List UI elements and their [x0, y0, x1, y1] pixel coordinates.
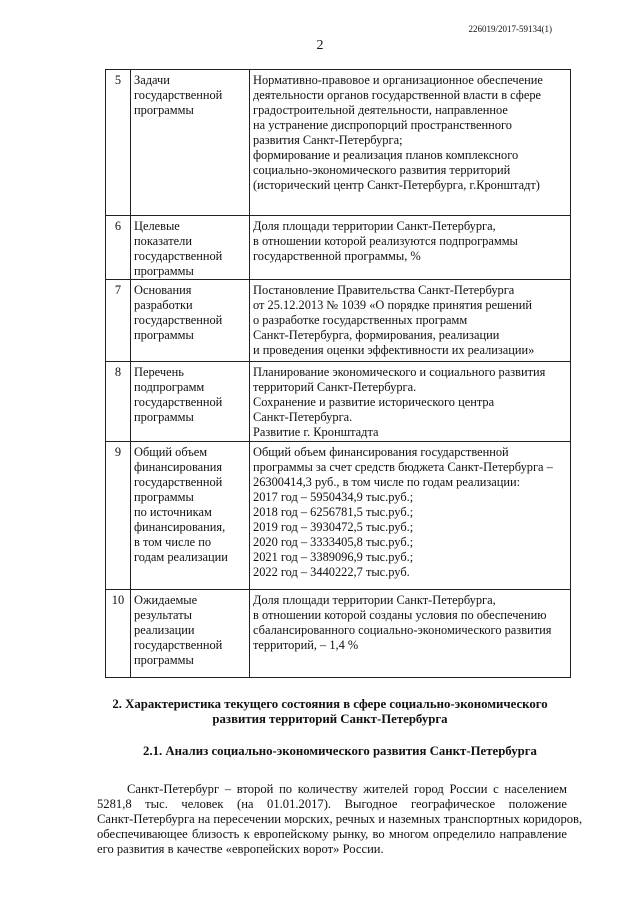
row-label-line: программы: [134, 410, 194, 424]
row-value-line: градостроительной деятельности, направленное: [253, 103, 508, 117]
table-row: [106, 362, 571, 442]
table-row: [106, 590, 571, 678]
row-value-line: в отношении которой созданы условия по обеспечению: [253, 608, 547, 622]
row-label-line: государственной: [134, 313, 223, 327]
row-label: [131, 280, 250, 362]
row-value-line: 2020 год – 3333405,8 тыс.руб.;: [253, 535, 414, 549]
paragraph-line: обеспечивающее близость к европейскому рынку, во многом определило направление: [97, 827, 567, 841]
row-value-line: 26300414,3 руб., в том числе по годам реализации:: [253, 475, 521, 489]
row-label-line: программы: [134, 653, 194, 667]
row-number: 6: [106, 216, 131, 280]
row-value-line: 2022 год – 3440222,7 тыс.руб.: [253, 565, 410, 579]
row-label: [131, 216, 250, 280]
row-label-line: реализации: [134, 623, 195, 637]
row-label: [131, 362, 250, 442]
row-label-line: Задачи: [134, 73, 170, 87]
row-value-line: 2017 год – 5950434,9 тыс.руб.;: [253, 490, 414, 504]
row-value-line: Общий объем финансирования государственной: [253, 445, 509, 459]
row-label-line: Ожидаемые: [134, 593, 198, 607]
row-label: [131, 590, 250, 678]
row-value-line: формирование и реализация планов комплексного: [253, 148, 519, 162]
section-title-line: развития территорий Санкт-Петербурга: [212, 712, 448, 726]
section-title: [90, 697, 570, 727]
row-label-line: государственной: [134, 395, 223, 409]
row-value-line: Санкт-Петербурга, формирования, реализации: [253, 328, 500, 342]
row-label-line: разработки: [134, 298, 193, 312]
table-row: [106, 70, 571, 216]
row-value-line: Сохранение и развитие исторического центра: [253, 395, 495, 409]
row-value-line: от 25.12.2013 № 1039 «О порядке принятия решений: [253, 298, 533, 312]
row-label-line: годам реализации: [134, 550, 228, 564]
paragraph-line: его развития в качестве «европейских ворот» России.: [97, 842, 384, 856]
row-value-line: сбалансированного социально-экономического развития: [253, 623, 552, 637]
row-value-line: на устранение диспропорций пространственного: [253, 118, 512, 132]
row-value-line: программы за счет средств бюджета Санкт-Петербурга –: [253, 460, 553, 474]
row-value-line: и проведения оценки эффективности их реализации»: [253, 343, 535, 357]
document-id: 226019/2017-59134(1): [468, 24, 552, 34]
row-value: [250, 280, 571, 362]
row-number: 9: [106, 442, 131, 590]
row-label-line: государственной: [134, 475, 223, 489]
page-number: 2: [316, 38, 324, 53]
row-label-line: программы: [134, 103, 194, 117]
row-value-line: государственной программы, %: [253, 249, 421, 263]
paragraph-line: 5281,8 тыс. человек (на 01.01.2017). Выгодное географическое положение: [97, 797, 567, 811]
row-number: 10: [106, 590, 131, 678]
row-value-line: Развитие г. Кронштадта: [253, 425, 379, 439]
row-number: 7: [106, 280, 131, 362]
row-label: [131, 442, 250, 590]
row-value-line: 2018 год – 6256781,5 тыс.руб.;: [253, 505, 414, 519]
table-row: [106, 280, 571, 362]
subsection-title: 2.1. Анализ социально-экономического развития Санкт-Петербурга: [143, 744, 537, 758]
row-value-line: Доля площади территории Санкт-Петербурга,: [253, 593, 496, 607]
paragraph-line: Санкт-Петербург – второй по количеству жителей город России с населением: [127, 782, 567, 796]
row-label-line: государственной: [134, 638, 223, 652]
row-value-line: территорий Санкт-Петербурга.: [253, 380, 417, 394]
row-value-line: Нормативно-правовое и организационное обеспечение: [253, 73, 543, 87]
table-row: [106, 216, 571, 280]
row-value-line: 2021 год – 3389096,9 тыс.руб.;: [253, 550, 414, 564]
row-value: [250, 216, 571, 280]
program-passport-table: [105, 69, 571, 678]
row-value-line: Постановление Правительства Санкт-Петербурга: [253, 283, 515, 297]
row-value-line: (исторический центр Санкт-Петербурга, г.Кронштадт): [253, 178, 540, 192]
row-label-line: финансирования: [134, 460, 223, 474]
row-label-line: подпрограмм: [134, 380, 205, 394]
row-label-line: государственной: [134, 249, 223, 263]
row-label-line: финансирования,: [134, 520, 226, 534]
table-row: [106, 442, 571, 590]
row-label-line: Общий объем: [134, 445, 208, 459]
row-label-line: в том числе по: [134, 535, 212, 549]
row-value-line: Доля площади территории Санкт-Петербурга,: [253, 219, 496, 233]
row-number: 8: [106, 362, 131, 442]
row-value-line: Планирование экономического и социального развития: [253, 365, 546, 379]
row-value: [250, 70, 571, 216]
row-label-line: программы: [134, 490, 194, 504]
row-value: [250, 362, 571, 442]
row-label-line: по источникам: [134, 505, 212, 519]
row-label-line: Целевые: [134, 219, 180, 233]
row-label-line: показатели: [134, 234, 192, 248]
row-value: [250, 442, 571, 590]
row-label-line: Основания: [134, 283, 192, 297]
row-value-line: социально-экономического развития территорий: [253, 163, 511, 177]
row-label-line: государственной: [134, 88, 223, 102]
paragraph-line: Санкт-Петербурга на пересечении морских, речных и наземных транспортных коридоров,: [97, 812, 583, 826]
row-label-line: результаты: [134, 608, 192, 622]
row-value-line: о разработке государственных программ: [253, 313, 468, 327]
row-value-line: деятельности органов государственной власти в сфере: [253, 88, 542, 102]
row-label: [131, 70, 250, 216]
row-value-line: в отношении которой реализуются подпрограммы: [253, 234, 518, 248]
row-value-line: Санкт-Петербурга.: [253, 410, 353, 424]
row-value-line: территорий, – 1,4 %: [253, 638, 359, 652]
row-value-line: развития Санкт-Петербурга;: [253, 133, 403, 147]
row-value-line: 2019 год – 3930472,5 тыс.руб.;: [253, 520, 414, 534]
section-title-line: 2. Характеристика текущего состояния в сфере социально-экономического: [112, 697, 548, 711]
row-label-line: программы: [134, 264, 194, 278]
body-paragraph: [97, 782, 583, 857]
row-label-line: Перечень: [134, 365, 184, 379]
row-number: 5: [106, 70, 131, 216]
row-value: [250, 590, 571, 678]
row-label-line: программы: [134, 328, 194, 342]
